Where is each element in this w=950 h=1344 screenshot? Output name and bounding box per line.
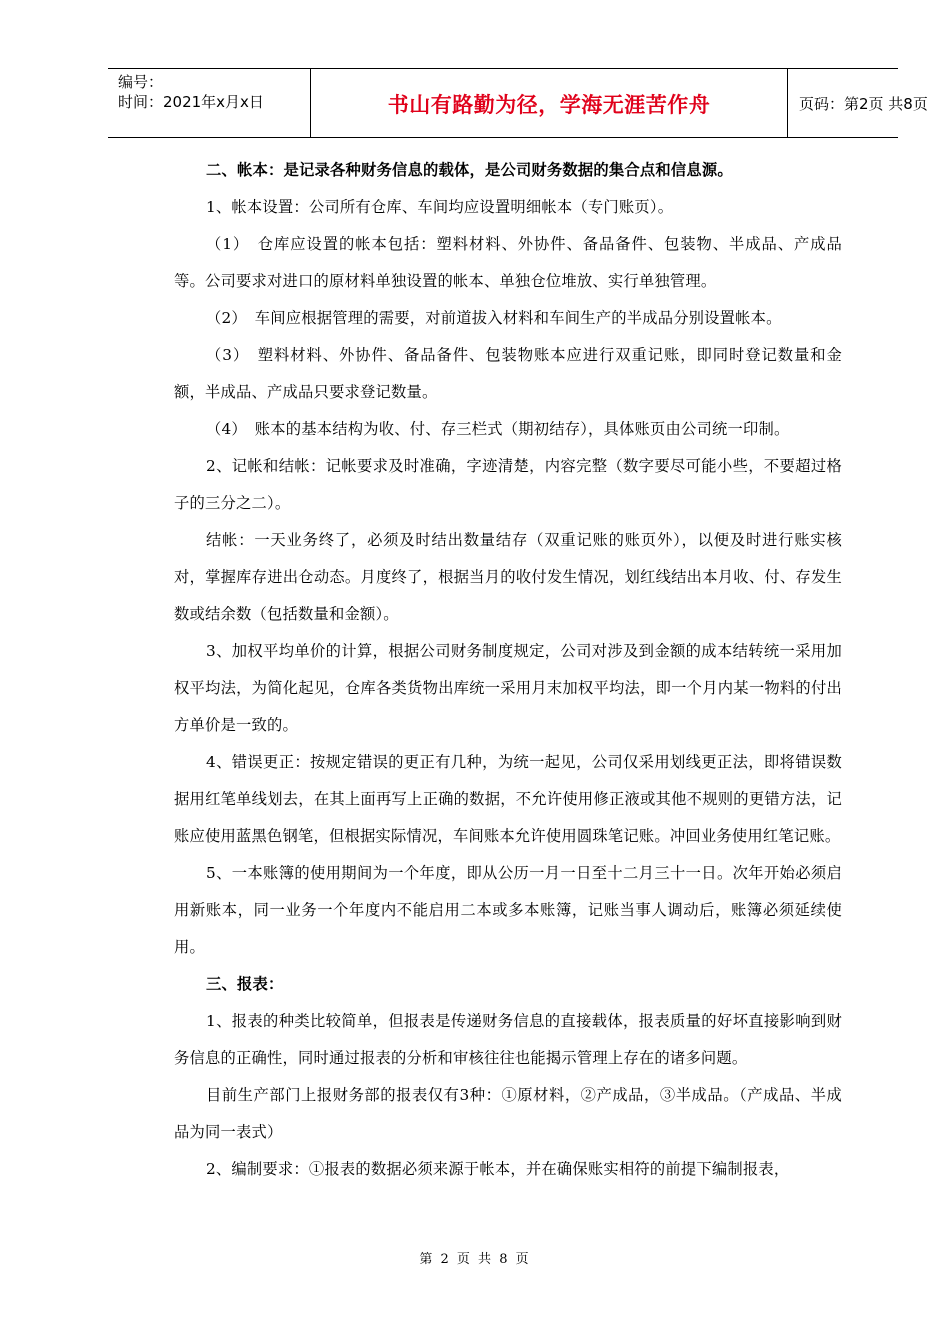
- paragraph-warehouse-ledgers: （1） 仓库应设置的帐本包括：塑料材料、外协件、备品备件、包装物、半成品、产成品等。公司要求对进口的原材料单独设置的帐本、单独仓位堆放、实行单独管理。: [174, 235, 842, 290]
- paragraph-current-reports: 目前生产部门上报财务部的报表仅有3种：①原材料，②产成品，③半成品。（产成品、半成品为同一表式）: [174, 1086, 842, 1141]
- paragraph-double-entry: （3） 塑料材料、外协件、备品备件、包装物账本应进行双重记账，即同时登记数量和金额，半成品、产成品只要求登记数量。: [174, 346, 842, 401]
- document-header: [108, 68, 928, 138]
- paragraph-ledger-setup: 1、帐本设置：公司所有仓库、车间均应设置明细帐本（专门账页）。: [206, 198, 674, 216]
- paragraph-ledger-period: 5、一本账簿的使用期间为一个年度，即从公历一月一日至十二月三十一日。次年开始必须启用新账本，同一业务一个年度内不能启用二本或多本账簿，记账当事人调动后，账簿必须延续使用。: [174, 864, 842, 956]
- paragraph-ledger-structure: （4） 账本的基本结构为收、付、存三栏式（期初结存），具体账页由公司统一印制。: [206, 420, 790, 438]
- header-page-cell: [788, 69, 928, 137]
- paragraph-report-types: 1、报表的种类比较简单，但报表是传递财务信息的直接载体，报表质量的好坏直接影响到财务信息的正确性，同时通过报表的分析和审核往往也能揭示管理上存在的诸多问题。: [174, 1012, 842, 1067]
- document-date-label: 时间：2021年x月x日: [118, 93, 264, 111]
- header-meta-cell: [108, 69, 310, 137]
- section-heading-ledgers: 二、帐本：是记录各种财务信息的载体，是公司财务数据的集合点和信息源。: [206, 161, 733, 179]
- paragraph-weighted-average: 3、加权平均单价的计算，根据公司财务制度规定，公司对涉及到金额的成本结转统一采用加权平均法，为简化起见，仓库各类货物出库统一采用月末加权平均法，即一个月内某一物料的付出方单价是一致的。: [174, 642, 842, 734]
- paragraph-closing: 结帐：一天业务终了，必须及时结出数量结存（双重记账的账页外），以便及时进行账实核对，掌握库存进出仓动态。月度终了，根据当月的收付发生情况，划红线结出本月收、付、存发生数或结余数（包括数量和金额）。: [174, 531, 842, 623]
- document-number-label: 编号：: [118, 73, 164, 91]
- page-footer: 第 2 页 共 8 页: [419, 1252, 531, 1267]
- paragraph-workshop-ledgers: （2） 车间应根据管理的需要，对前道拔入材料和车间生产的半成品分别设置帐本。: [206, 309, 782, 327]
- section-heading-reports: 三、报表：: [206, 975, 284, 993]
- header-motto: 书山有路勤为径，学海无涯苦作舟: [387, 93, 711, 117]
- document-body: [174, 152, 842, 1188]
- paragraph-error-correction: 4、错误更正：按规定错误的更正有几种，为统一起见，公司仅采用划线更正法，即将错误数据用红笔单线划去，在其上面再写上正确的数据，不允许使用修正液或其他不规则的更错方法，记账应使用蓝黑色钢笔，但根据实际情况，车间账本允许使用圆珠笔记账。冲回业务使用红笔记账。: [174, 753, 842, 845]
- paragraph-compilation: 2、编制要求：①报表的数据必须来源于帐本，并在确保账实相符的前提下编制报表，: [206, 1160, 790, 1178]
- header-motto-cell: [310, 69, 788, 137]
- header-page-info: 页码：第2页 共8页: [799, 95, 928, 113]
- paragraph-bookkeeping: 2、记帐和结帐：记帐要求及时准确，字迹清楚，内容完整（数字要尽可能小些，不要超过格子的三分之二）。: [174, 457, 842, 512]
